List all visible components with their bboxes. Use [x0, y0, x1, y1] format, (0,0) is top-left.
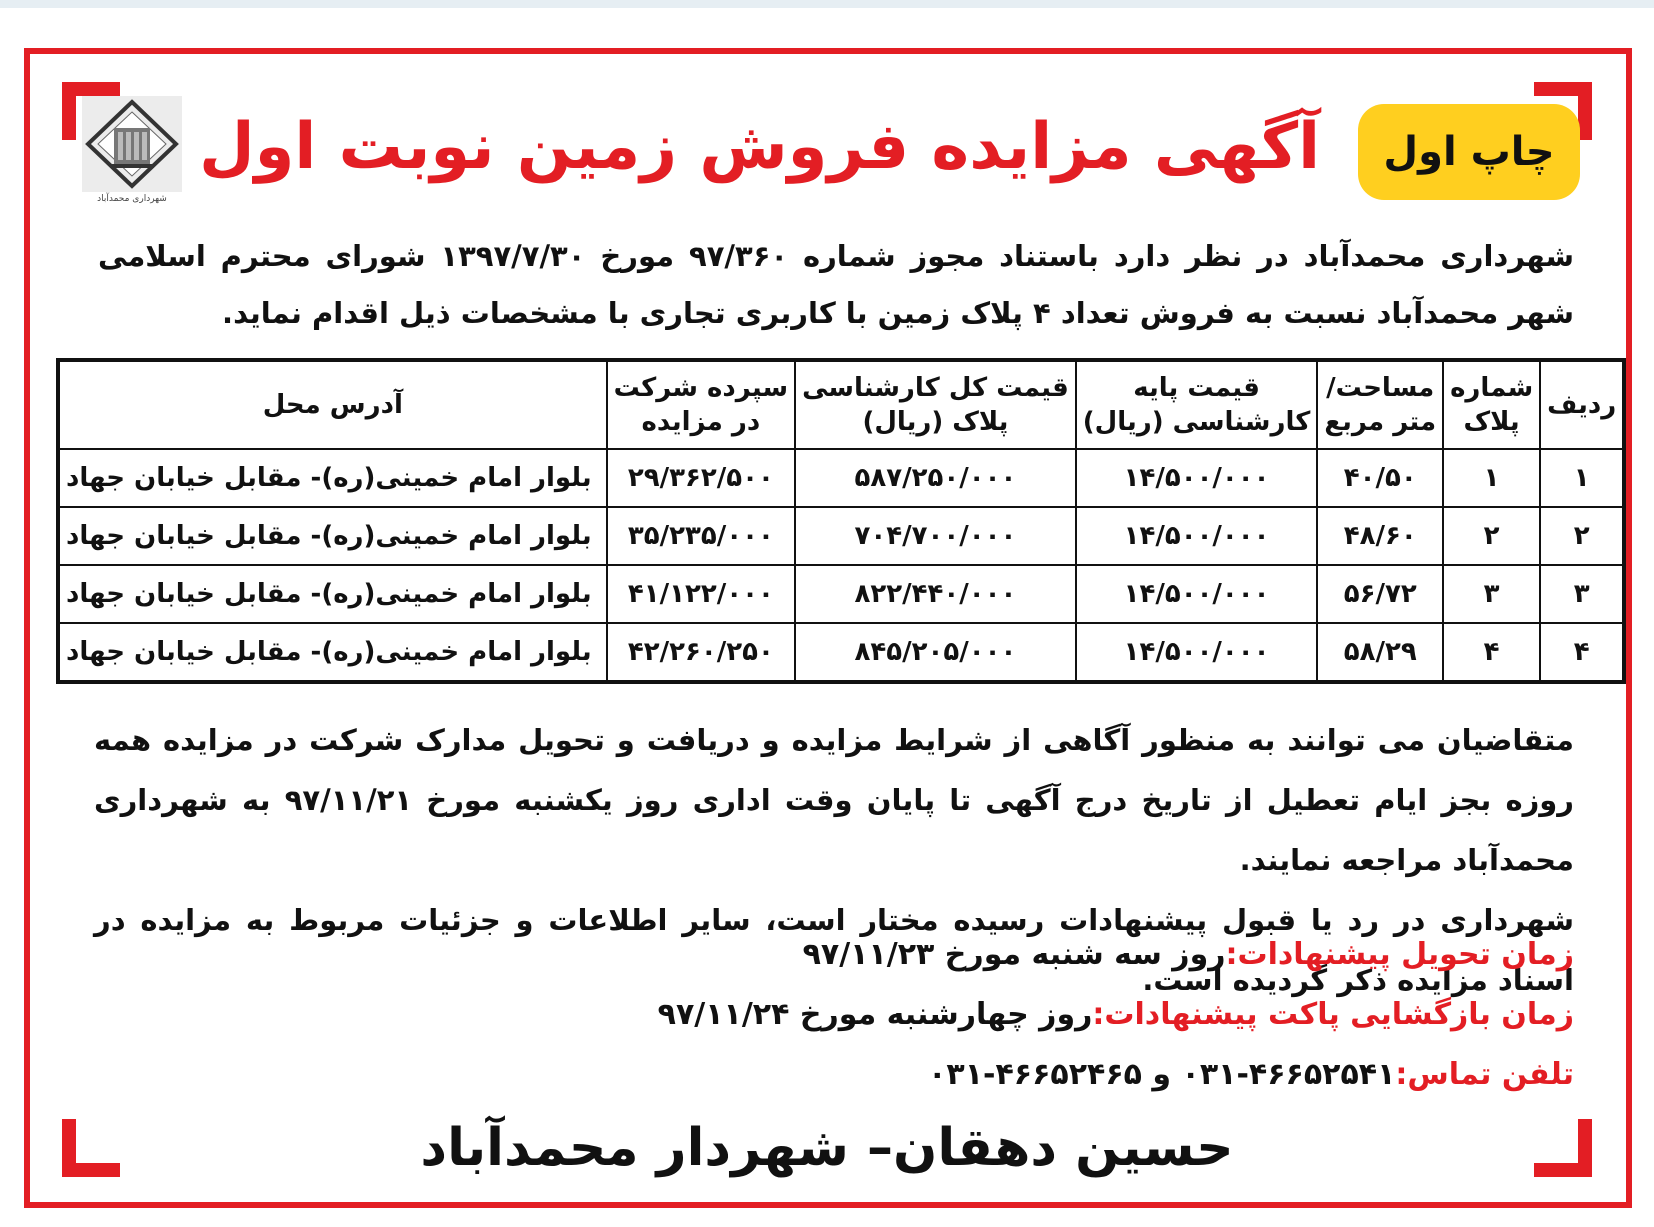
ad-title: آگهی مزایده فروش زمین نوبت اول [199, 110, 1320, 184]
cell-deposit: ۴۱/۱۲۲/۰۰۰ [607, 565, 795, 623]
cell-plaque: ۴ [1443, 623, 1540, 682]
opening-time-value: روز چهارشنبه مورخ ۹۷/۱۱/۲۴ [657, 997, 1093, 1032]
cell-plaque: ۳ [1443, 565, 1540, 623]
conditions-paragraph-2: شهرداری در رد یا قبول پیشنهادات رسیده مختار است، سایر اطلاعات و جزئیات مربوط به مزایده در اسناد مزایده ذکر گردیده است. [94, 903, 1574, 997]
cell-base-price: ۱۴/۵۰۰/۰۰۰ [1076, 565, 1318, 623]
cell-base-price: ۱۴/۵۰۰/۰۰۰ [1076, 507, 1318, 565]
delivery-time-value: روز سه شنبه مورخ ۹۷/۱۱/۲۳ [802, 937, 1226, 972]
cell-area: ۵۶/۷۲ [1317, 565, 1443, 623]
col-base-price: قیمت پایه کارشناسی (ریال) [1076, 360, 1318, 449]
cell-total-price: ۸۴۵/۲۰۵/۰۰۰ [795, 623, 1076, 682]
delivery-time-label: زمان تحویل پیشنهادات: [1225, 937, 1574, 972]
first-print-badge: چاپ اول [1358, 104, 1580, 200]
corner-mark-bottom-right [1534, 1119, 1592, 1177]
cell-row: ۴ [1540, 623, 1624, 682]
table-row [58, 449, 1624, 507]
opening-time-label: زمان بازگشایی پاکت پیشنهادات: [1092, 997, 1574, 1032]
phone-label: تلفن تماس: [1395, 1057, 1574, 1092]
cell-total-price: ۷۰۴/۷۰۰/۰۰۰ [795, 507, 1076, 565]
cell-address: بلوار امام خمینی(ره)- مقابل خیابان جهاد [58, 565, 607, 623]
table-header-row [58, 360, 1624, 449]
col-row: ردیف [1540, 360, 1624, 449]
cell-row: ۲ [1540, 507, 1624, 565]
cell-area: ۵۸/۲۹ [1317, 623, 1443, 682]
cell-total-price: ۸۲۲/۴۴۰/۰۰۰ [795, 565, 1076, 623]
cell-plaque: ۱ [1443, 449, 1540, 507]
cell-row: ۱ [1540, 449, 1624, 507]
delivery-time-line [300, 930, 1574, 980]
intro-paragraph: شهرداری محمدآباد در نظر دارد باستناد مجوز شماره ۹۷/۳۶۰ مورخ ۱۳۹۷/۷/۳۰ شورای محترم اسلامی شهر محمدآباد نسبت به فروش تعداد ۴ پلاک زمین با کاربری تجاری با مشخصات ذیل اقدام نماید. [98, 239, 1575, 330]
logo-caption: شهرداری محمدآباد [97, 194, 167, 204]
col-plaque: شماره پلاک [1443, 360, 1540, 449]
cell-deposit: ۳۵/۲۳۵/۰۰۰ [607, 507, 795, 565]
logo-icon [82, 96, 182, 192]
opening-time-line [300, 990, 1574, 1040]
cell-area: ۴۰/۵۰ [1317, 449, 1443, 507]
conditions-paragraph-1: متقاضیان می توانند به منظور آگاهی از شرایط مزایده و دریافت و تحویل مدارک شرکت در مزایده همه روزه بجز ایام تعطیل از تاریخ درج آگهی تا پایان وقت اداری روز یکشنبه مورخ ۹۷/۱۱/۲۱ به شهرداری محمدآباد مراجعه نمایند. [94, 723, 1575, 877]
cell-address: بلوار امام خمینی(ره)- مقابل خیابان جهاد [58, 449, 607, 507]
table-row [58, 565, 1624, 623]
municipality-logo [80, 96, 184, 214]
top-band [0, 0, 1654, 8]
cell-base-price: ۱۴/۵۰۰/۰۰۰ [1076, 623, 1318, 682]
col-deposit: سپرده شرکت در مزایده [607, 360, 795, 449]
phone-line [300, 1050, 1574, 1100]
mayor-signature: حسین دهقان– شهردار محمدآباد [420, 1118, 1234, 1178]
corner-mark-bottom-left [62, 1119, 120, 1177]
cell-area: ۴۸/۶۰ [1317, 507, 1443, 565]
cell-address: بلوار امام خمینی(ره)- مقابل خیابان جهاد [58, 507, 607, 565]
cell-row: ۳ [1540, 565, 1624, 623]
cell-total-price: ۵۸۷/۲۵۰/۰۰۰ [795, 449, 1076, 507]
cell-address: بلوار امام خمینی(ره)- مقابل خیابان جهاد [58, 623, 607, 682]
table-row [58, 623, 1624, 682]
cell-deposit: ۴۲/۲۶۰/۲۵۰ [607, 623, 795, 682]
cell-base-price: ۱۴/۵۰۰/۰۰۰ [1076, 449, 1318, 507]
plots-table [56, 358, 1626, 684]
col-address: آدرس محل [58, 360, 607, 449]
table-row [58, 507, 1624, 565]
col-area: مساحت/ متر مربع [1317, 360, 1443, 449]
cell-plaque: ۲ [1443, 507, 1540, 565]
col-total-price: قیمت کل کارشناسی پلاک (ریال) [795, 360, 1076, 449]
phone-value: ۴۶۶۵۲۵۴۱-۰۳۱ و ۴۶۶۵۲۴۶۵-۰۳۱ [928, 1057, 1396, 1092]
cell-deposit: ۲۹/۳۶۲/۵۰۰ [607, 449, 795, 507]
